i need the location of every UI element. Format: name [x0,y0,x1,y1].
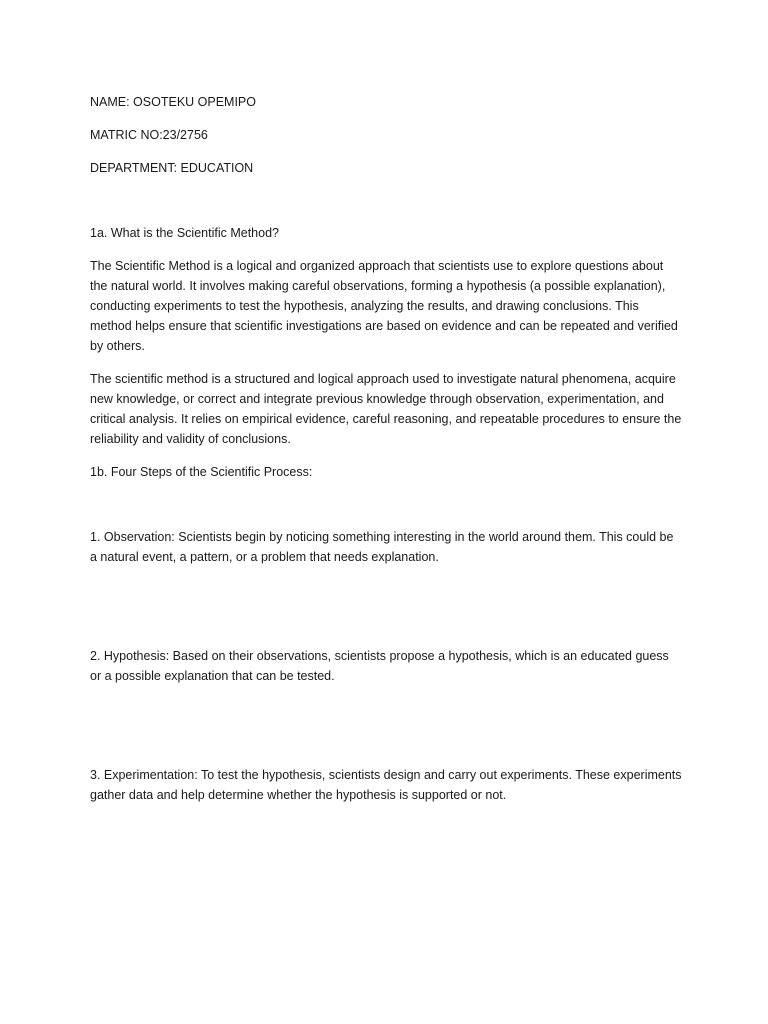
question-1a-heading: 1a. What is the Scientific Method? [90,226,279,240]
question-1b-heading: 1b. Four Steps of the Scientific Process: [90,465,313,479]
matric-number: MATRIC NO:23/2756 [90,128,208,142]
step-experimentation: 3. Experimentation: To test the hypothesis, scientists design and carry out experiments. These experiments gather data and help determine whether the hypothesis is supported or not. [90,768,682,802]
step-hypothesis: 2. Hypothesis: Based on their observations, scientists propose a hypothesis, which is an educated guess or a possible explanation that can be tested. [90,649,669,683]
step-observation: 1. Observation: Scientists begin by noticing something interesting in the world around them. This could be a natural event, a pattern, or a problem that needs explanation. [90,530,674,564]
question-1a-paragraph: The scientific method is a structured and logical approach used to investigate natural phenomena, acquire new knowledge, or correct and integrate previous knowledge through observation, experimentation, and critical analysis. It relies on empirical evidence, careful reasoning, and repeatable procedures to ensure the reliability and validity of conclusions. [90,372,682,446]
student-name: NAME: OSOTEKU OPEMIPO [90,95,256,109]
department: DEPARTMENT: EDUCATION [90,161,254,175]
question-1a-paragraph: The Scientific Method is a logical and organized approach that scientists use to explore questions about the natural world. It involves making careful observations, forming a hypothesis (a possible explanation), conducting experiments to test the hypothesis, analyzing the results, and drawing conclusions. This method helps ensure that scientific investigations are based on evidence and can be repeated and verified by others. [90,259,678,353]
